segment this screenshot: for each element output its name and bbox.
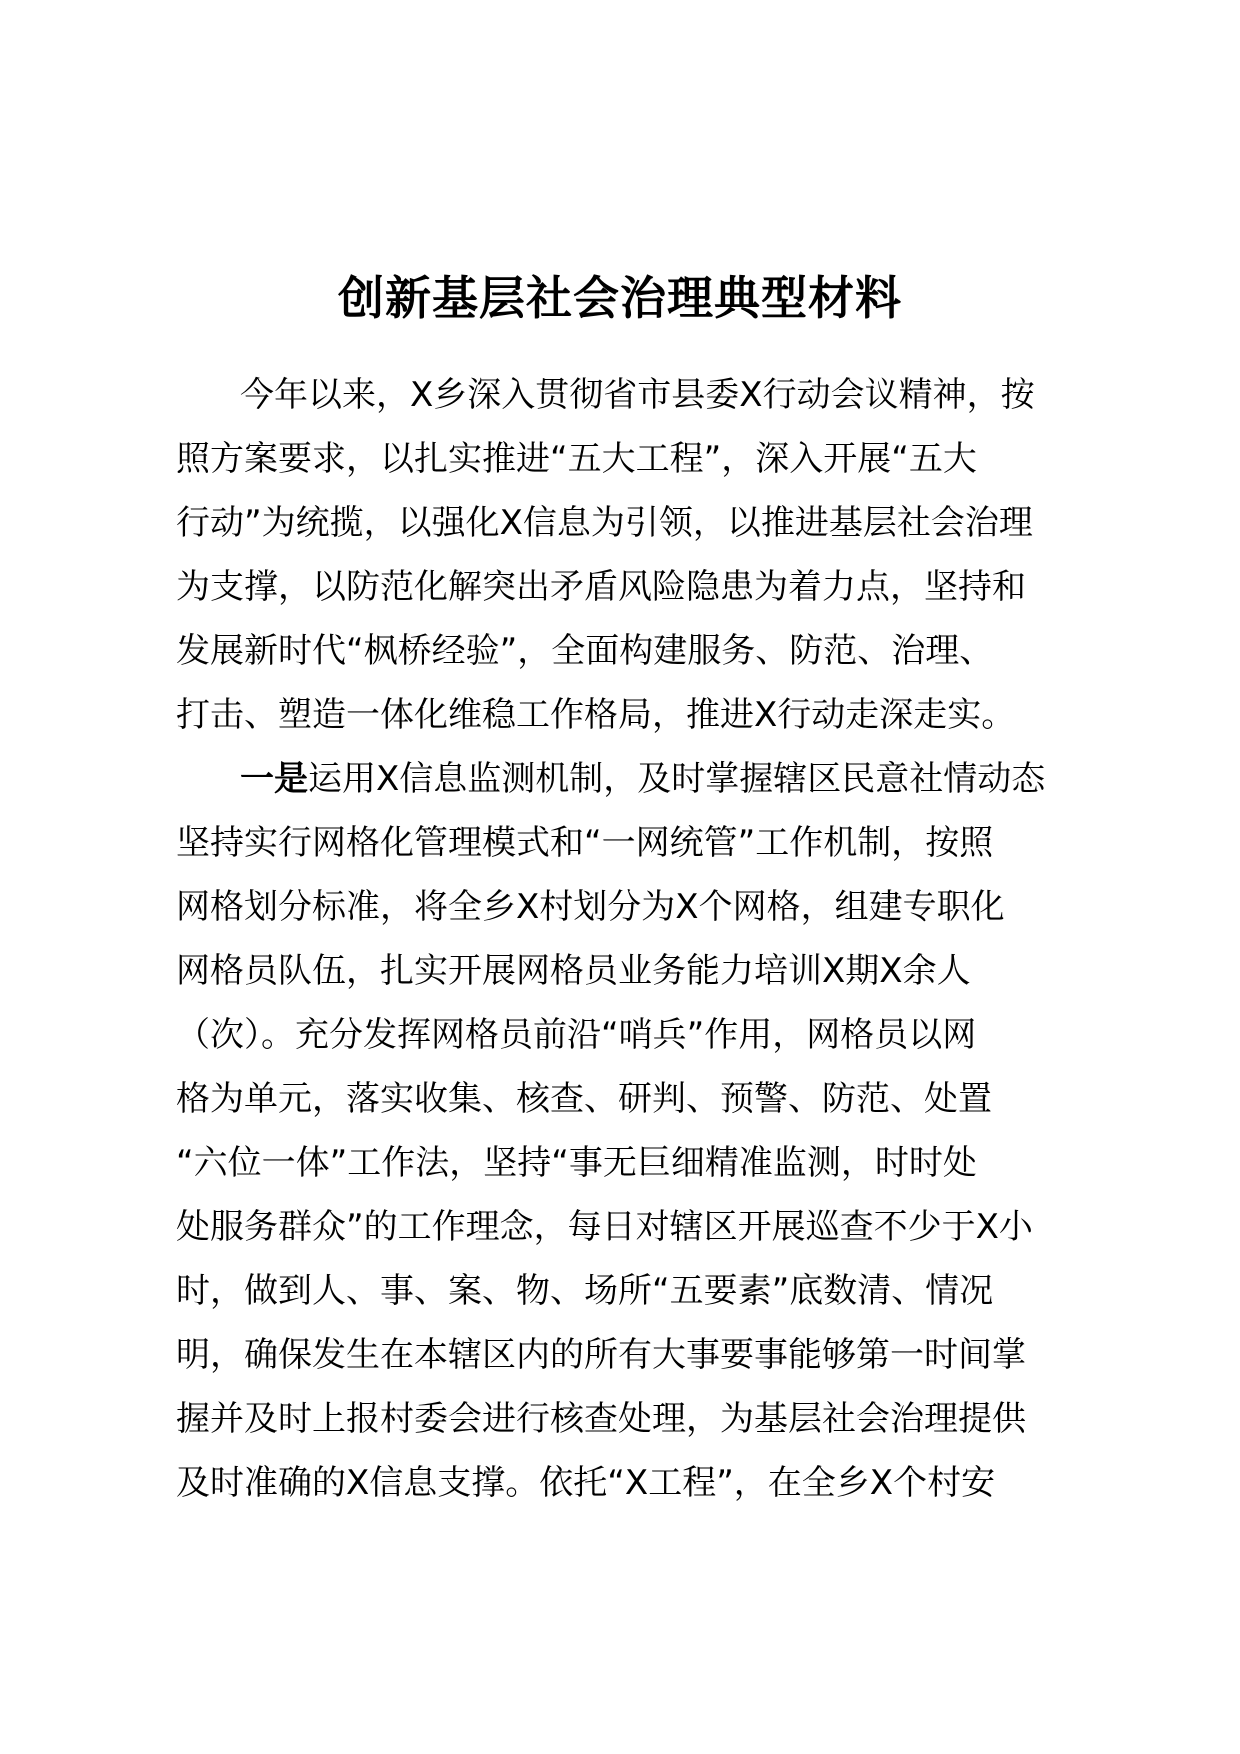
paragraph-1-line-2: 照方案要求，以扎实推进“五大工程”，深入开展“五大 — [176, 439, 977, 479]
paragraph-2-line-9: 时，做到人、事、案、物、场所“五要素”底数清、情况 — [176, 1271, 994, 1311]
paragraph-2-first-line-text: 运用X信息监测机制，及时掌握辖区民意社情动态 — [308, 759, 1046, 799]
paragraph-2-lead: 一是 — [240, 759, 308, 799]
paragraph-2-line-4: 网格员队伍，扎实开展网格员业务能力培训X期X余人 — [176, 951, 971, 991]
paragraph-2-line-12: 及时准确的X信息支撑。依托“X工程”，在全乡X个村安 — [176, 1463, 996, 1503]
paragraph-2-line-6: 格为单元，落实收集、核查、研判、预警、防范、处置 — [176, 1079, 992, 1119]
paragraph-2-line-3: 网格划分标准，将全乡X村划分为X个网格，组建专职化 — [176, 887, 1005, 927]
document-title: 创新基层社会治理典型材料 — [338, 271, 902, 325]
paragraph-2-line-5: （次）。充分发挥网格员前沿“哨兵”作用，网格员以网 — [176, 1015, 977, 1055]
paragraph-1-line-5: 发展新时代“枫桥经验”，全面构建服务、防范、治理、 — [176, 631, 994, 671]
paragraph-2-line-7: “六位一体”工作法，坚持“事无巨细精准监测，时时处 — [176, 1143, 977, 1183]
paragraph-2-line-10: 明，确保发生在本辖区内的所有大事要事能够第一时间掌 — [176, 1335, 1026, 1375]
paragraph-1-line-6: 打击、塑造一体化维稳工作格局，推进X行动走深走实。 — [176, 695, 1016, 735]
paragraph-2-line-1 — [240, 746, 1045, 812]
paragraph-1-line-1: 今年以来，X乡深入贯彻省市县委X行动会议精神，按 — [240, 375, 1035, 415]
paragraph-1-line-3: 行动”为统揽，以强化X信息为引领，以推进基层社会治理 — [176, 503, 1033, 543]
paragraph-2-line-11: 握并及时上报村委会进行核查处理，为基层社会治理提供 — [176, 1399, 1026, 1439]
paragraph-2-line-8: 处服务群众”的工作理念，每日对辖区开展巡查不少于X小 — [176, 1207, 1033, 1247]
paragraph-2-line-2: 坚持实行网格化管理模式和“一网统管”工作机制，按照 — [176, 823, 994, 863]
paragraph-1-line-4: 为支撑，以防范化解突出矛盾风险隐患为着力点，坚持和 — [176, 567, 1026, 607]
